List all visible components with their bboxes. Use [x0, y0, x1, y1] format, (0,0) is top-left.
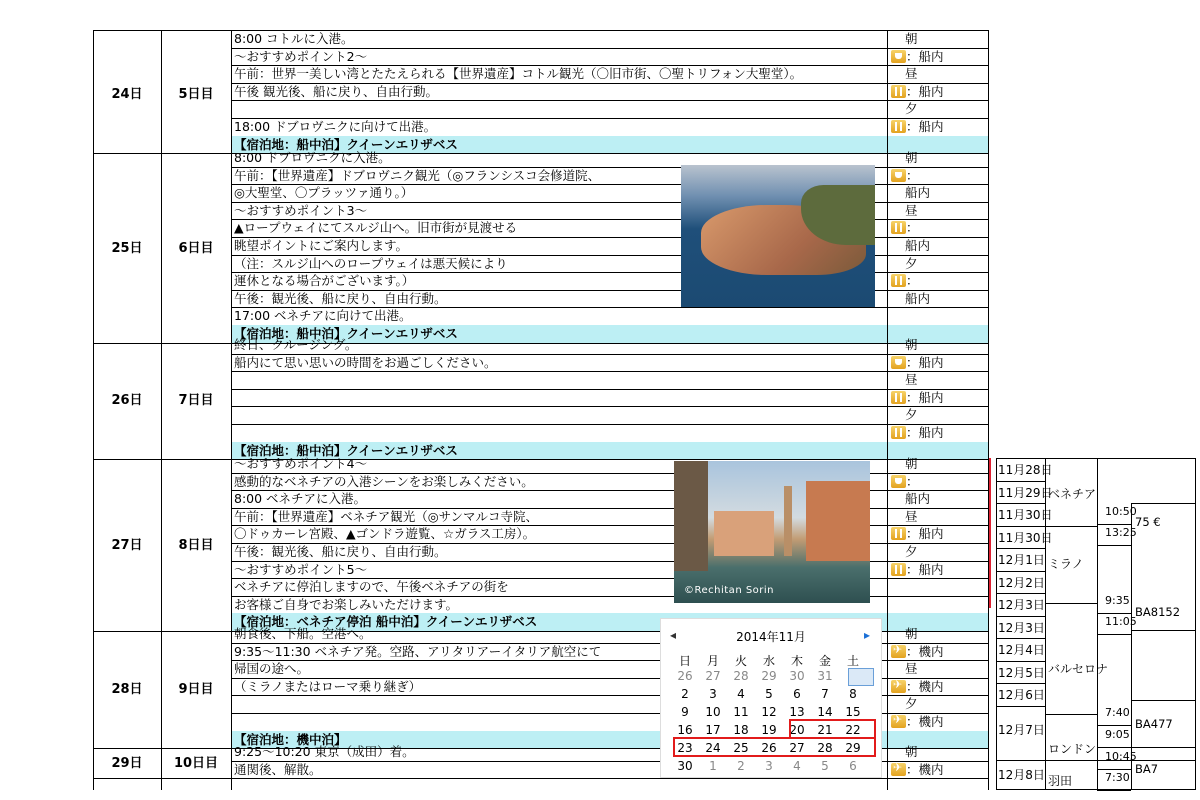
meal-label: 船内: [905, 238, 931, 253]
itinerary-line: ◎大聖堂、〇プラッツァ通り。）: [234, 185, 414, 201]
calendar-day[interactable]: 21: [817, 723, 833, 737]
itinerary-line: ～おすすめポイント5～: [234, 561, 368, 577]
flight-date: 12月1日: [998, 553, 1045, 567]
meal-type: 朝: [905, 150, 918, 165]
calendar-day[interactable]: 31: [817, 669, 833, 683]
flight-date: 12月3日: [998, 620, 1045, 635]
stay-label: 【宿泊地：船中泊】クイーンエリザベス: [234, 326, 458, 341]
meal-label: 船内: [905, 491, 931, 507]
weekday-label: 月: [706, 654, 719, 668]
meal-type: 夕: [905, 407, 918, 423]
meal-type: 昼: [905, 372, 918, 388]
meal-type: 夕: [905, 101, 918, 117]
calendar-day[interactable]: 16: [677, 723, 693, 737]
itinerary-line: 8:00 ベネチアに入港。: [234, 491, 367, 507]
calendar-day[interactable]: 29: [761, 669, 777, 683]
photo-credit: ©Rechitan Sorin: [684, 585, 775, 596]
meal-type: 朝: [905, 626, 918, 641]
dinner-icon: [891, 563, 906, 576]
selected-day-box: [848, 668, 874, 686]
dinner-icon: [891, 120, 906, 133]
itinerary-line: （ミラノまたはローマ乗り継ぎ）: [234, 678, 422, 694]
flight-time: 9:35: [1105, 594, 1130, 607]
meal-type: 夕: [905, 255, 918, 271]
flight-time: 9:05: [1105, 728, 1130, 741]
date-cell: 26日: [111, 392, 143, 408]
date-cell: 24日: [111, 86, 143, 102]
calendar-day[interactable]: 6: [849, 759, 857, 773]
itinerary-line: ▲ロープウェイにてスルジ山へ。旧市街が見渡せる: [234, 220, 518, 236]
stay-label: 【宿泊地：機中泊】: [234, 731, 347, 747]
meal-type: 昼: [905, 661, 918, 677]
calendar-widget: [660, 618, 882, 778]
connector-line: [989, 458, 991, 608]
breakfast-icon: [891, 50, 906, 63]
highlight-range: [789, 719, 876, 739]
highlight-range: [673, 737, 876, 757]
itinerary-line: ベネチアに停泊しますので、午後ベネチアの街を: [234, 579, 509, 595]
meal-type: 昼: [905, 508, 918, 524]
itinerary-line: 9:25～10:20 東京（成田）着。: [234, 744, 415, 759]
weekday-label: 木: [790, 654, 803, 668]
flight-date: 11月28日: [998, 463, 1053, 477]
flight-info: BA7: [1135, 762, 1159, 776]
calendar-day[interactable]: 8: [849, 687, 857, 701]
meal-label: ：船内: [906, 389, 944, 405]
calendar-day[interactable]: 4: [737, 687, 745, 701]
calendar-day[interactable]: 30: [789, 669, 805, 683]
flight-date: 12月3日: [998, 598, 1045, 612]
meal-type: 夕: [905, 696, 918, 712]
meal-label: ：機内: [906, 678, 944, 694]
meal-label: ：船内: [906, 48, 944, 64]
flight-date: 11月30日: [998, 508, 1053, 522]
calendar-day[interactable]: 26: [761, 741, 777, 755]
itinerary-line: 17:00 ベネチアに向けて出港。: [234, 308, 412, 324]
flight-time: 13:25: [1105, 526, 1137, 539]
calendar-day[interactable]: 5: [821, 759, 829, 773]
meal-label: ：機内: [906, 761, 944, 777]
weekday-label: 火: [734, 654, 747, 668]
itinerary-line: 9:35～11:30 ベネチア発。空路、アリタリアーイタリア航空にて: [234, 643, 602, 659]
itinerary-line: 通関後、解散。: [234, 761, 322, 777]
flight-time: 11:05: [1105, 615, 1137, 628]
breakfast-icon: [891, 169, 906, 182]
calendar-day[interactable]: 29: [845, 741, 861, 755]
breakfast-icon: [891, 475, 906, 488]
lunch-icon: [891, 391, 906, 404]
itinerary-line: （注：スルジ山へのロープウェイは悪天候により: [234, 255, 508, 271]
itinerary-line: 船内にて思い思いの時間をお過ごしください。: [234, 354, 497, 370]
meal-label: ：機内: [906, 643, 944, 659]
lunch-icon: [891, 85, 906, 98]
weekday-label: 水: [762, 654, 775, 668]
itinerary-line: ～おすすめポイント4～: [234, 456, 368, 471]
itinerary-line: 運休となる場合がございます。）: [234, 273, 415, 289]
flight-time: 10:50: [1105, 505, 1137, 518]
meal-label: ：船内: [906, 119, 944, 134]
flight-date: 11月29日: [998, 485, 1053, 500]
calendar-day[interactable]: 2: [681, 687, 689, 701]
calendar-day[interactable]: 18: [733, 723, 749, 737]
day-number-cell: 5日目: [178, 86, 214, 102]
calendar-day[interactable]: 2: [737, 759, 745, 773]
calendar-day[interactable]: 15: [845, 705, 861, 719]
day-number-cell: 6日目: [178, 240, 214, 256]
calendar-day[interactable]: 5: [765, 687, 773, 701]
itinerary-line: 感動的なベネチアの入港シーンをお楽しみください。: [234, 473, 534, 489]
calendar-day[interactable]: 23: [677, 741, 693, 755]
meal-label: ：: [906, 167, 919, 183]
itinerary-line: ～おすすめポイント2～: [234, 48, 368, 64]
weekday-label: 日: [678, 654, 691, 668]
meal-label: ：船内: [906, 561, 944, 577]
calendar-day[interactable]: 30: [677, 759, 693, 773]
city-label: 羽田: [1048, 774, 1073, 788]
calendar-day[interactable]: 24: [705, 741, 721, 755]
date-cell: 27日: [111, 538, 143, 553]
meal-label: 船内: [905, 290, 931, 306]
venice-photo: [674, 461, 870, 603]
itinerary-line: 午後：観光後、船に戻り、自由行動。: [234, 290, 447, 306]
city-label: ロンドン: [1048, 742, 1097, 756]
flight-time: 7:40: [1105, 706, 1130, 719]
day-number-cell: 9日目: [178, 681, 214, 697]
lunch-icon: [891, 221, 906, 234]
itinerary-line: 8:00 ドブロヴニクに入港。: [234, 150, 391, 165]
stay-label: 【宿泊地：船中泊】クイーンエリザベス: [234, 442, 458, 458]
dubrovnik-photo: [681, 165, 875, 307]
date-cell: 28日: [111, 681, 143, 697]
calendar-day[interactable]: 28: [733, 669, 749, 683]
itinerary-line: 午前：【世界遺産】ベネチア観光（◎サンマルコ寺院、: [234, 508, 539, 524]
itinerary-line: 眺望ポイントにご案内します。: [234, 238, 409, 253]
calendar-title: 2014年11月: [736, 630, 806, 644]
calendar-day[interactable]: 9: [681, 705, 689, 719]
calendar-next-icon[interactable]: ▸: [863, 628, 871, 642]
stay-label: 【宿泊地：ベネチア停泊 船中泊】クイーンエリザベス: [234, 614, 538, 630]
calendar-day[interactable]: 11: [733, 705, 749, 719]
meal-type: 昼: [905, 66, 918, 82]
calendar-prev-icon[interactable]: ◂: [669, 628, 677, 642]
calendar-day[interactable]: 14: [817, 705, 833, 719]
meal-label: ：: [906, 273, 919, 289]
weekday-label: 土: [846, 654, 859, 668]
flight-info: BA477: [1135, 717, 1173, 731]
flight-date: 12月7日: [998, 722, 1045, 737]
flight-date: 12月6日: [998, 688, 1045, 702]
day-number-cell: 8日目: [178, 538, 214, 553]
calendar-day[interactable]: 19: [761, 723, 777, 737]
plane-meal-icon: [891, 763, 906, 776]
flight-time: 7:30: [1105, 771, 1130, 784]
plane-meal-icon: [891, 680, 906, 693]
dinner-icon: [891, 426, 906, 439]
weekday-label: 金: [818, 654, 831, 668]
itinerary-line: 朝食後、下船。空港へ。: [234, 626, 372, 641]
calendar-day[interactable]: 3: [765, 759, 773, 773]
flight-date: 12月5日: [998, 665, 1045, 680]
meal-type: 夕: [905, 544, 918, 559]
calendar-day[interactable]: 10: [705, 705, 721, 719]
flight-info: BA8152: [1135, 605, 1181, 619]
calendar-day[interactable]: 7: [821, 687, 829, 701]
meal-label: ：: [906, 473, 919, 489]
plane-meal-icon: [891, 645, 906, 658]
flight-date: 12月8日: [998, 768, 1045, 782]
lunch-icon: [891, 527, 906, 540]
itinerary-line: 終日、クルージング。: [234, 337, 358, 352]
meal-label: ：船内: [906, 425, 944, 440]
calendar-day[interactable]: 4: [793, 759, 801, 773]
calendar-day[interactable]: 6: [793, 687, 801, 701]
meal-label: ：船内: [906, 83, 944, 99]
meal-label: ：船内: [906, 526, 944, 542]
itinerary-line: 8:00 コトルに入港。: [234, 31, 354, 46]
meal-label: ：船内: [906, 354, 944, 370]
calendar-day[interactable]: 13: [789, 705, 805, 719]
meal-label: ：機内: [906, 714, 944, 729]
itinerary-line: お客様ご自身でお楽しみいただけます。: [234, 596, 459, 612]
calendar-day[interactable]: 17: [705, 723, 721, 737]
calendar-day[interactable]: 1: [709, 759, 717, 773]
city-label: バルセロナ: [1048, 662, 1109, 676]
meal-type: 朝: [905, 31, 918, 46]
flight-time: 10:45: [1105, 750, 1137, 763]
itinerary-line: 午前：【世界遺産】ドブロヴニク観光（◎フランシスコ会修道院、: [234, 167, 601, 183]
meal-type: 朝: [905, 456, 918, 471]
calendar-day[interactable]: 22: [845, 723, 861, 737]
calendar-day[interactable]: 3: [709, 687, 717, 701]
day-number-cell: 7日目: [178, 392, 214, 408]
city-label: ベネチア: [1048, 487, 1097, 501]
breakfast-icon: [891, 356, 906, 369]
calendar-day[interactable]: 27: [789, 741, 805, 755]
meal-label: ：: [906, 220, 919, 236]
calendar-day[interactable]: 27: [705, 669, 721, 683]
itinerary-line: 午後：観光後、船に戻り、自由行動。: [234, 544, 447, 559]
meal-type: 昼: [905, 202, 918, 218]
flight-info: 75 €: [1135, 515, 1161, 529]
date-cell: 29日: [111, 755, 143, 771]
itinerary-line: 午前：世界一美しい湾とたたえられる【世界遺産】コトル観光（〇旧市街、〇聖トリフォン大聖堂）。: [234, 66, 803, 82]
calendar-day[interactable]: 28: [817, 741, 833, 755]
calendar-day[interactable]: 25: [733, 741, 749, 755]
plane-meal-icon: [891, 715, 906, 728]
meal-label: 船内: [905, 185, 931, 201]
meal-type: 朝: [905, 744, 918, 759]
stay-label: 【宿泊地：船中泊】クイーンエリザベス: [234, 136, 458, 152]
calendar-day[interactable]: 26: [677, 669, 693, 683]
flight-date: 12月4日: [998, 643, 1045, 657]
itinerary-line: 18:00 ドブロヴニクに向けて出港。: [234, 119, 437, 134]
flight-date: 12月2日: [998, 575, 1045, 590]
dinner-icon: [891, 274, 906, 287]
calendar-day[interactable]: 12: [761, 705, 777, 719]
itinerary-line: 帰国の途へ。: [234, 661, 310, 677]
itinerary-line: 〇ドゥカーレ宮殿、▲ゴンドラ遊覧、☆ガラス工房）。: [234, 526, 536, 542]
itinerary-line: 午後 観光後、船に戻り、自由行動。: [234, 83, 438, 99]
meal-type: 朝: [905, 337, 918, 352]
calendar-day[interactable]: 20: [789, 723, 805, 737]
flight-date: 11月30日: [998, 530, 1053, 545]
day-number-cell: 10日目: [173, 755, 219, 771]
city-label: ミラノ: [1048, 557, 1084, 571]
date-cell: 25日: [111, 240, 143, 256]
itinerary-line: ～おすすめポイント3～: [234, 202, 368, 218]
